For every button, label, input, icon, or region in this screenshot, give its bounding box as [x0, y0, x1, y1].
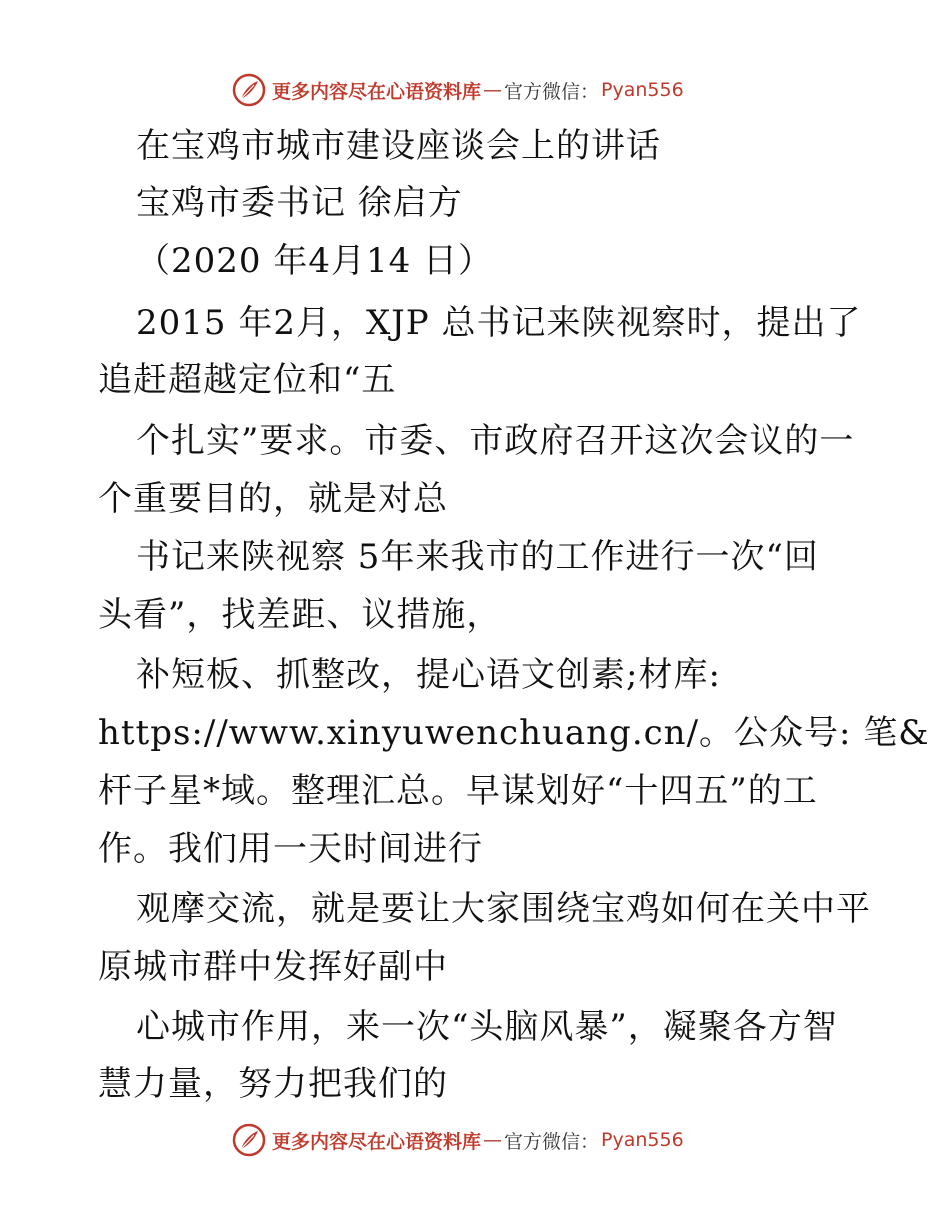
watermark-dash: — [483, 1129, 503, 1151]
document-date: （2020 年4月14 日） [136, 241, 494, 281]
feather-logo-icon [232, 1123, 266, 1157]
paragraph-line: 个扎实”要求。市委、市政府召开这次会议的一 [136, 421, 855, 461]
paragraph-line: 个重要目的，就是对总 [98, 479, 448, 519]
paragraph-line: https://www.xinyuwenchuang.cn/。公众号: 笔& [98, 713, 930, 753]
watermark-dash: — [483, 79, 503, 101]
watermark-text: 更多内容尽在心语资料库 [272, 1130, 482, 1153]
watermark-wechat-label: 官方微信： [504, 1130, 600, 1153]
paragraph-line: 追赶超越定位和“五 [98, 360, 397, 400]
paragraph-line: 原城市群中发挥好副中 [98, 947, 448, 987]
paragraph-line: 观摩交流，就是要让大家围绕宝鸡如何在关中平 [136, 889, 871, 929]
paragraph-line: 书记来陕视察 5年来我市的工作进行一次“回 [136, 537, 819, 577]
watermark-wechat-label: 官方微信： [504, 80, 600, 103]
paragraph-line: 心城市作用，来一次“头脑风暴”，凝聚各方智 [136, 1007, 838, 1047]
watermark-wechat-id: Pyan556 [601, 1129, 684, 1151]
paragraph-line: 杆子星*域。整理汇总。早谋划好“十四五”的工 [98, 771, 818, 811]
document-title: 在宝鸡市城市建设座谈会上的讲话 [136, 126, 661, 166]
paragraph-line: 补短板、抓整改，提心语文创素;材库: [136, 655, 721, 695]
paragraph-line: 2015 年2月，XJP 总书记来陕视察时，提出了 [136, 303, 862, 343]
watermark-wechat-id: Pyan556 [601, 79, 684, 101]
watermark-text: 更多内容尽在心语资料库 [272, 80, 482, 103]
watermark-footer [232, 1120, 684, 1160]
paragraph-line: 作。我们用一天时间进行 [98, 829, 483, 869]
document-author: 宝鸡市委书记 徐启方 [136, 183, 463, 223]
paragraph-line: 头看”，找差距、议措施， [98, 595, 502, 635]
paragraph-line: 慧力量，努力把我们的 [98, 1064, 448, 1104]
